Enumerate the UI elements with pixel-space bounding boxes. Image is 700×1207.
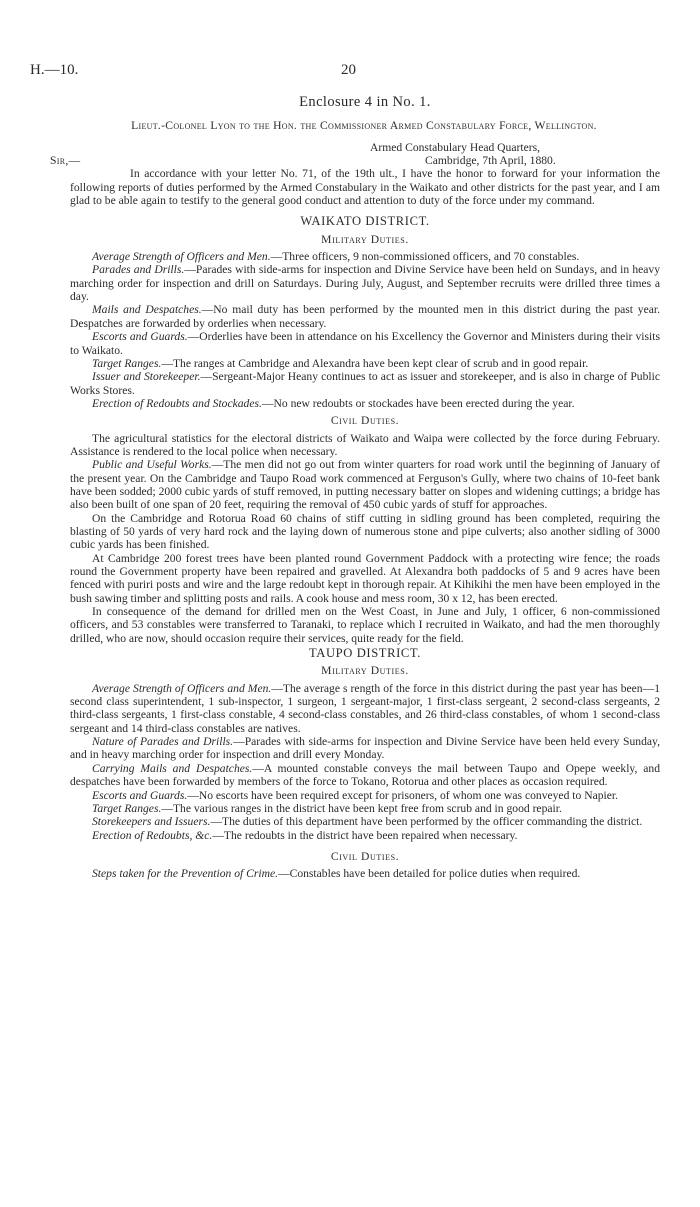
waikato-military-para [70,370,660,397]
military-duties-heading-waikato: Military Duties. [321,232,409,246]
waikato-civil-para: In consequence of the demand for drilled men on the West Coast, in June and July, 1 officer, 6 non-commissioned officers, and 53 constables were transferred to Taranaki, to replace which I recruited in Waikato, and had the men thoroughly drilled, who are now, should occasion require their services, quite ready for the field. [70,605,660,645]
waikato-civil-para: At Cambridge 200 forest trees have been planted round Government Paddock with a protecting wire fence; the roads round the Government property have been repaired and gravelled. At Alexandra both paddocks of 5 and 9 acres have been fenced with puriri posts and wire and the large redoubt kept in thorough repair. At Kihikihi the men have been employed in the bush sawing timber and splitting posts and rails. A cook house and mess room, 30 x 12, has been erected. [70,551,660,605]
para-text: —Constables have been detailed for police duties when required. [278,867,581,881]
military-duties-heading-taupo: Military Duties. [321,664,409,678]
para-text: —Orderlies have been in attendance on his Excellency the Governor and Ministers during their visits to Waikato. [70,330,660,357]
para-label: Average Strength of Officers and Men. [92,681,272,695]
para-text: —A mounted constable conveys the mail between Taupo and Opepe weekly, and despatches have been forwarded by members of the force to Tokano, Rotorua and other places as occasion required. [70,761,660,789]
para-text: —Three officers, 9 non-commissioned officers, and 70 constables. [270,250,580,264]
para-text: —Sergeant-Major Heany continues to act as issuer and storekeeper, and is also in charge of Public Works Stores. [70,370,660,397]
para-text: —No escorts have been required except for prisoners, of whom one was conveyed to Napier. [187,788,618,802]
waikato-civil-para: On the Cambridge and Rotorua Road 60 chains of stiff cutting in sidling ground has been completed, requiring the blasting of 50 yards of very hard rock and the laying down of numerous stone and pipe culverts; also another sidling of 3000 cubic yards has been finished. [70,511,660,552]
waikato-civil-intro: The agricultural statistics for the electoral districts of Waikato and Waipa were collected by the force during February. Assistance is rendered to the local police when necessary. [70,431,660,458]
para-text: —No mail duty has been performed by the mounted men in this district during the past year. Despatches are forwarded by orderlies when necessary. [70,303,660,330]
para-label: Target Ranges. [92,801,162,815]
waikato-military-para [70,330,660,357]
para-label: Carrying Mails and Despatches. [92,761,253,775]
civil-duties-heading-taupo: Civil Duties. [330,849,400,863]
para-label: Storekeepers and Issuers. [92,815,211,829]
intro-paragraph: In accordance with your letter No. 71, of the 19th ult., I have the honor to forward for your information the following reports of duties performed by the Armed Constabulary in the Waikato and other districts for the past year, and I am glad to be able again to testify to the general good conduct and attention to duty of the force under my command. [70,167,660,208]
para-label: Issuer and Storekeeper. [92,370,201,384]
address-line-2: Cambridge, 7th April, 1880. [425,154,556,168]
para-label: Escorts and Guards. [92,330,188,344]
waikato-military-para [70,397,660,410]
para-label: Parades and Drills. [92,263,185,277]
address-line-1: Armed Constabulary Head Quarters, [370,140,540,154]
document-body [50,94,661,881]
para-label: Mails and Despatches. [92,303,202,317]
waikato-military-para [70,250,660,263]
para-text: —The men did not go out from winter quarters for road work until the beginning of January of the present year. On the Cambridge and Taupo Road work commenced at Ferguson's Gully, where two chains of 10-feet bank have been sodded; 2000 cubic yards of stuff removed, in putting necessary batter on slopes and widening cuttings; a bridge has also been built of one span of 20 feet, requiring the removal of 450 cubic yards of stuff for approaches. [70,458,660,512]
para-label: Average Strength of Officers and Men. [92,250,271,264]
address-block [50,140,660,168]
para-label: Erection of Redoubts, &c. [92,828,213,842]
para-label: Target Ranges. [92,356,162,370]
taupo-military-para [70,789,660,802]
para-text: —Parades with side-arms for inspection and Divine Service have been held every Sunday, and in heavy marching order for inspection and drill every Monday. [70,735,660,762]
district-heading-waikato: WAIKATO DISTRICT. [300,214,430,229]
salutation: Sir,— [50,154,81,168]
para-text: —The duties of this department have been performed by the officer commanding the district. [210,815,643,829]
taupo-military-para [70,829,660,842]
page-header [0,62,700,82]
taupo-military-para [70,682,660,735]
waikato-military-para [70,263,660,303]
para-text: —The redoubts in the district have been repaired when necessary. [212,828,518,842]
para-label: Erection of Redoubts and Stockades. [92,396,262,410]
waikato-public-works [70,458,660,511]
para-label: Nature of Parades and Drills. [92,735,234,749]
para-label: Escorts and Guards. [92,788,188,802]
civil-duties-heading-waikato: Civil Duties. [330,414,400,428]
page-number: 20 [341,62,356,78]
taupo-military-para [70,802,660,815]
para-label: Public and Useful Works. [92,458,212,472]
para-text: —The average s rength of the force in this district during the past year has been—1 second class superintendent, 1 sub-inspector, 1 surgeon, 1 sergeant-major, 1 first-class sergeant, 2 second-class sergeants, 2 third-class sergeants, 1 first-class constable, 4 second-class constables, and 26 third-class constables, of whom 1 second-class sergeant and 14 third-class constables are natives. [70,681,660,735]
para-text: —No new redoubts or stockades have been erected during the year. [261,396,575,410]
enclosure-title: Enclosure 4 in No. 1. [299,94,431,110]
letter-heading: Lieut.-Colonel Lyon to the Hon. the Commissioner Armed Constabulary Force, Wellington. [131,119,597,133]
para-text: —The various ranges in the district have been kept free from scrub and in good repair. [161,801,562,815]
waikato-military-para [70,303,660,330]
para-label: Steps taken for the Prevention of Crime. [92,867,278,881]
para-text: —Parades with side-arms for inspection and Divine Service have been held on Sundays, and in heavy marching order for inspection and drill on Saturdays. During July, August, and September recruits were drilled three times a day. [70,263,661,304]
waikato-military-para [70,357,660,370]
district-heading-taupo: TAUPO DISTRICT. [308,646,421,661]
taupo-military-para [70,815,660,828]
para-text: —The ranges at Cambridge and Alexandra have been kept clear of scrub and in good repair. [161,356,589,370]
taupo-military-para [70,735,660,762]
taupo-military-para [70,762,660,789]
taupo-civil-para [70,867,660,880]
document-reference: H.—10. [30,62,79,78]
